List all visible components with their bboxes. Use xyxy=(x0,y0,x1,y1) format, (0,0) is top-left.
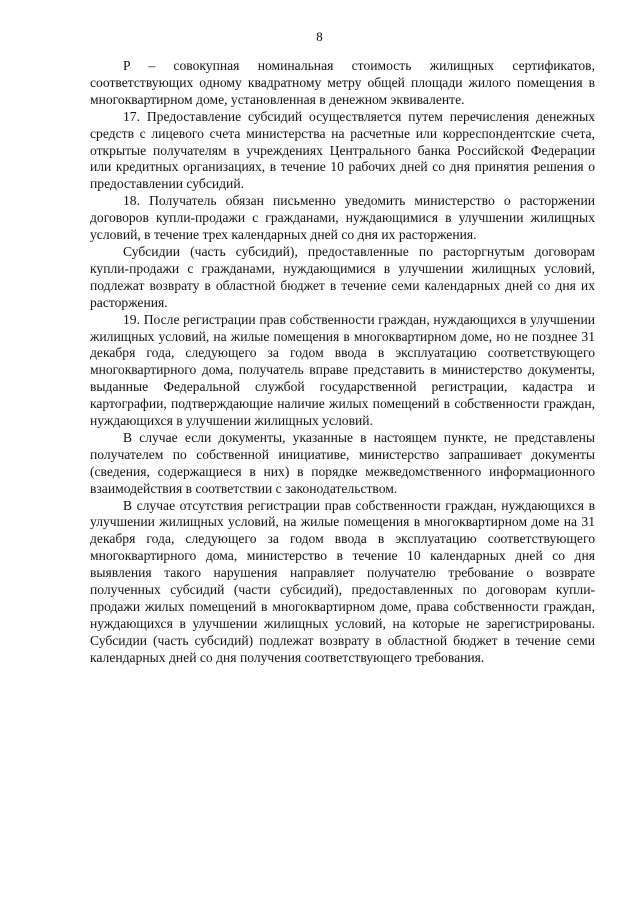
paragraph-17: 17. Предоставление субсидий осуществляется путем перечисления денежных средств с лицевого счета министерства на расчетные или корреспондентские счета, открытые получателям в учреждениях Центрального банка Российской Федерации или кредитных организациях, в течение 10 рабочих дней со дня принятия решения о предоставлении субсидий. xyxy=(90,108,595,192)
paragraph-19: 19. После регистрации прав собственности граждан, нуждающихся в улучшении жилищных условий, на жилые помещения в многоквартирном доме, но не позднее 31 декабря года, следующего за годом ввода в эксплуатацию соответствующего многоквартирного дома, получатель вправе представить в министерство документы, выданные Федеральной службой государственной регистрации, кадастра и картографии, подтверждающие наличие жилых помещений в собственности граждан, нуждающихся в улучшении жилищных условий. xyxy=(90,311,595,429)
paragraph-19-no-registration: В случае отсутствия регистрации прав собственности граждан, нуждающихся в улучшении жилищных условий, на жилые помещения в многоквартирном доме на 31 декабря года, следующего за годом ввода в эксплуатацию соответствующего многоквартирного дома, министерство в течение 10 календарных дней со дня выявления такого нарушения направляет получателю требование о возврате полученных субсидий (части субсидий), предоставленных по договорам купли-продажи жилых помещений в многоквартирном доме, права собственности граждан, нуждающихся в улучшении жилищных условий, на которые не зарегистрированы. Субсидии (часть субсидий) подлежат возврату в областной бюджет в течение семи календарных дней со дня получения соответствующего требования. xyxy=(90,497,595,665)
page-number: 8 xyxy=(316,29,323,44)
paragraph-18: 18. Получатель обязан письменно уведомить министерство о расторжении договоров купли-продажи с гражданами, нуждающимися в улучшении жилищных условий, в течение трех календарных дней со дня их расторжения. xyxy=(90,193,595,243)
paragraph-19-interagency-request: В случае если документы, указанные в настоящем пункте, не представлены получателем по собственной инициативе, министерство запрашивает документы (сведения, содержащиеся в них) в порядке межведомственного информационного взаимодействия в соответствии с законодательством. xyxy=(90,429,595,496)
paragraph-18-subsidies-return: Субсидии (часть субсидий), предоставленные по расторгнутым договорам купли-продажи с гражданами, нуждающимися в улучшении жилищных условий, подлежат возврату в областной бюджет в течение семи календарных дней со дня их расторжения. xyxy=(90,243,595,310)
document-body xyxy=(90,58,595,667)
paragraph-p-definition: P – совокупная номинальная стоимость жилищных сертификатов, соответствующих одному квадратному метру общей площади жилого помещения в многоквартирном доме, установленная в денежном эквиваленте. xyxy=(90,58,595,107)
